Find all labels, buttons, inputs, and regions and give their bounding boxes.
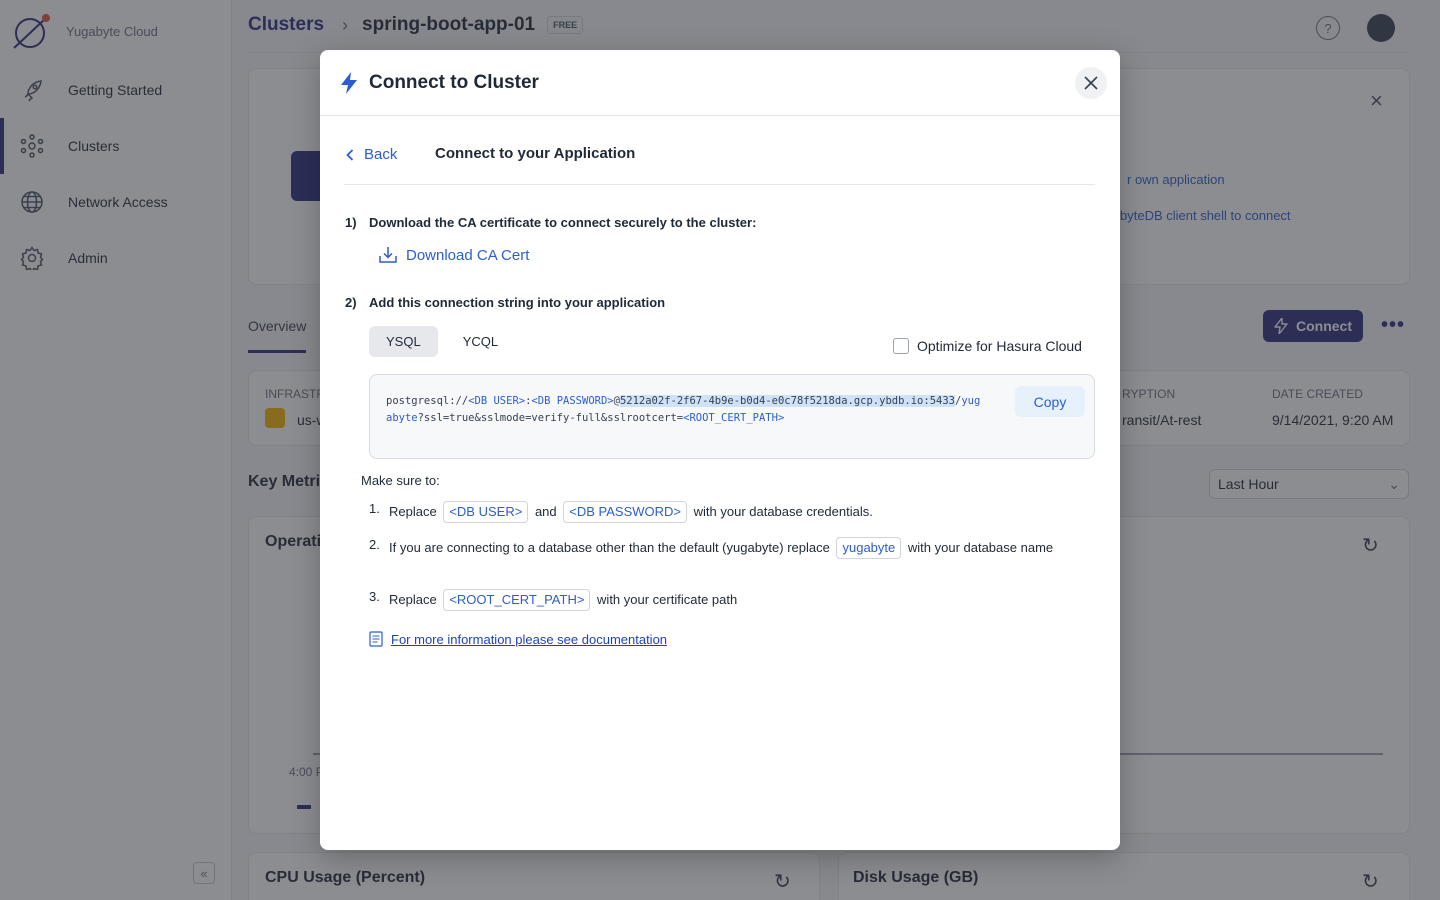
make-sure-label: Make sure to:: [361, 473, 440, 488]
instruction-item: [369, 589, 737, 611]
hasura-label: Optimize for Hasura Cloud: [917, 338, 1082, 354]
instruction-fragment: with your database name: [907, 540, 1054, 555]
hasura-checkbox[interactable]: [893, 338, 909, 354]
modal-header: [320, 50, 1120, 116]
instruction-fragment: and: [534, 504, 557, 519]
download-label: Download CA Cert: [406, 246, 530, 264]
conn-params: ?ssl=true&sslmode=verify-full&sslrootcert=: [417, 412, 684, 424]
divider: [344, 184, 1095, 185]
documentation-link-label: For more information please see documentation: [391, 631, 668, 647]
root-cert-chip: <ROOT_CERT_PATH>: [443, 589, 590, 611]
step-1-text: Download the CA certificate to connect securely to the cluster:: [369, 215, 757, 230]
instruction-text: [389, 537, 1069, 559]
conn-slash: /: [954, 395, 962, 407]
document-icon: [369, 631, 383, 647]
instruction-fragment: If you are connecting to a database other than the default (yugabyte) replace: [389, 540, 830, 555]
download-ca-cert-link[interactable]: [378, 246, 529, 264]
connection-string[interactable]: [386, 393, 986, 427]
instruction-number: 2.: [369, 537, 380, 552]
instruction-item: [369, 501, 873, 523]
language-tabs: [369, 326, 515, 357]
conn-db-name: yugabyte: [386, 395, 981, 424]
conn-colon: :: [525, 395, 532, 407]
instruction-text: [389, 589, 737, 611]
connect-modal: [320, 50, 1120, 850]
conn-host: 5212a02f-2f67-4b9e-b0d4-e0c78f5218da.gcp.ybdb.io:5433: [619, 395, 955, 407]
instruction-number: 3.: [369, 589, 380, 604]
documentation-link[interactable]: [369, 631, 667, 647]
close-icon: [1084, 76, 1098, 90]
modal-subtitle: Connect to your Application: [435, 145, 636, 162]
instruction-fragment: Replace: [389, 504, 437, 519]
modal-title: Connect to Cluster: [369, 72, 539, 93]
instruction-fragment: Replace: [389, 592, 437, 607]
conn-db-password: <DB PASSWORD>: [531, 395, 614, 407]
step-2-number: 2): [345, 295, 357, 310]
conn-prefix: postgresql://: [386, 395, 469, 407]
instruction-text: [389, 501, 873, 523]
db-user-chip: <DB USER>: [443, 501, 528, 523]
back-button[interactable]: [346, 146, 397, 163]
conn-db-user: <DB USER>: [468, 395, 526, 407]
conn-at: @: [613, 395, 620, 407]
step-2-text: Add this connection string into your application: [369, 295, 666, 310]
db-password-chip: <DB PASSWORD>: [563, 501, 687, 523]
yugabyte-chip: yugabyte: [836, 537, 901, 559]
step-1-number: 1): [345, 215, 357, 230]
chevron-left-icon: [346, 149, 354, 161]
instruction-fragment: with your certificate path: [597, 592, 738, 607]
close-button[interactable]: [1075, 67, 1107, 99]
connection-string-box: [369, 374, 1095, 459]
copy-button[interactable]: Copy: [1015, 386, 1085, 417]
back-label: Back: [364, 146, 398, 163]
instruction-item: [369, 537, 1069, 559]
instruction-fragment: with your database credentials.: [693, 504, 873, 519]
instruction-number: 1.: [369, 501, 380, 516]
tab-ycql[interactable]: YCQL: [462, 334, 499, 349]
conn-root-cert: <ROOT_CERT_PATH>: [683, 412, 785, 424]
download-icon: [378, 246, 398, 264]
bolt-icon: [340, 72, 358, 94]
tab-ysql[interactable]: YSQL: [369, 326, 438, 357]
hasura-option[interactable]: [893, 338, 1082, 354]
